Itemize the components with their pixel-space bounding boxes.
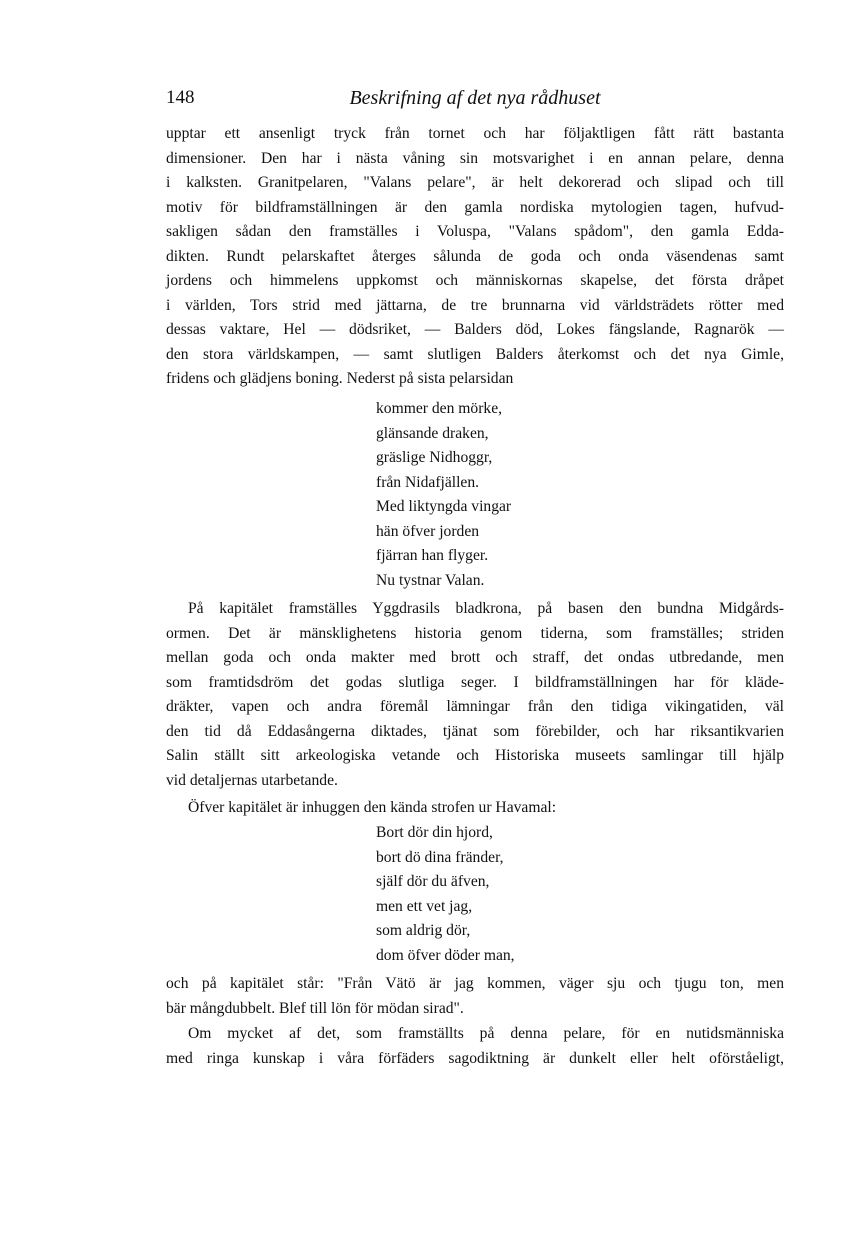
paragraph-kapitalet xyxy=(166,597,784,793)
paragraph-havamal-intro xyxy=(166,796,784,821)
paragraph-inscription xyxy=(166,972,784,1021)
poem-verse: bort dö dina fränder, xyxy=(376,848,504,866)
poem-verse: men ett vet jag, xyxy=(376,897,473,915)
poem-verse: från Nidafjällen. xyxy=(376,473,480,491)
text-line: Salin ställt sitt arkeologiska vetande och Historiska museets samlingar till hjälp xyxy=(166,747,784,764)
poem-havamal xyxy=(376,821,515,968)
text-line: jordens och himmelens uppkomst och människornas skapelse, det första dråpet xyxy=(166,272,784,289)
text-line: i världen, Tors strid med jättarna, de tre brunnarna vid världsträdets rötter med xyxy=(166,296,784,314)
text-line: upptar ett ansenligt tryck från tornet och har följaktligen fått rätt bastanta xyxy=(166,125,784,142)
poem-verse: Med liktyngda vingar xyxy=(376,498,512,515)
text-line: dessas vaktare, Hel — dödsriket, — Balders död, Lokes fängslande, Ragnarök — xyxy=(166,321,784,338)
text-line: bär mångdubbelt. Blef till lön för mödan sirad". xyxy=(166,999,464,1017)
text-line: På kapitälet framställes Yggdrasils bladkrona, på basen den bundna Midgårds- xyxy=(188,600,784,617)
poem-verse: Bort dör din hjord, xyxy=(376,824,493,841)
text-line: dikten. Rundt pelarskaftet återges sålunda de goda och onda väsendenas samt xyxy=(166,247,784,265)
text-line: fridens och glädjens boning. Nederst på sista pelarsidan xyxy=(166,370,514,387)
running-title: Beskrifning af det nya rådhuset xyxy=(349,87,601,109)
page-number: 148 xyxy=(166,87,195,108)
text-line: dimensioner. Den har i nästa våning sin motsvarighet i en annan pelare, denna xyxy=(166,149,784,167)
text-line: med ringa kunskap i våra förfäders sagodiktning är dunkelt eller helt oförståeligt, xyxy=(166,1049,784,1067)
poem-verse: dom öfver döder man, xyxy=(376,946,515,964)
text-line: den stora världskampen, — samt slutligen Balders återkomst och det nya Gimle, xyxy=(166,345,784,363)
poem-verse: kommer den mörke, xyxy=(376,400,503,417)
poem-verse: glänsande draken, xyxy=(376,424,489,442)
poem-verse: hän öfver jorden xyxy=(376,522,480,540)
text-line: vid detaljernas utarbetande. xyxy=(166,771,338,789)
text-line: ormen. Det är mänsklighetens historia genom tiderna, som framställes; striden xyxy=(166,624,784,642)
text-line: Öfver kapitälet är inhuggen den kända strofen ur Havamal: xyxy=(188,799,557,816)
text-line: sakligen sådan den framställes i Voluspa, "Valans spådom", den gamla Edda- xyxy=(166,223,784,240)
poem-verse: själf dör du äfven, xyxy=(376,873,490,890)
poem-verse: som aldrig dör, xyxy=(376,922,471,939)
text-line: och på kapitälet står: "Från Vätö är jag kommen, väger sju och tjugu ton, men xyxy=(166,975,784,992)
page-header xyxy=(166,86,784,114)
text-line: mellan goda och onda makter med brott och straff, det ondas utbredande, men xyxy=(166,649,784,666)
text-line: som framtidsdröm det godas slutliga seger. I bildframställningen har för kläde- xyxy=(166,673,784,691)
paragraph-valans-pelare xyxy=(166,122,784,392)
poem-verse: gräslige Nidhoggr, xyxy=(376,449,493,466)
poem-nidhoggr xyxy=(376,397,511,593)
poem-verse: fjärran han flyger. xyxy=(376,547,489,564)
text-line: Om mycket af det, som framställts på denna pelare, för en nutidsmänniska xyxy=(188,1025,784,1042)
paragraph-closing xyxy=(166,1022,784,1071)
text-line: motiv för bildframställningen är den gamla nordiska mytologien tagen, hufvud- xyxy=(166,198,784,216)
text-line: i kalksten. Granitpelaren, "Valans pelare", är helt dekorerad och slipad och till xyxy=(166,174,784,191)
text-line: dräkter, vapen och andra föremål lämningar från den tidiga vikingatiden, väl xyxy=(166,698,784,715)
text-line: den tid då Eddasångerna diktades, tjänat som förebilder, och har riksantikvarien xyxy=(166,722,784,740)
poem-verse: Nu tystnar Valan. xyxy=(376,571,485,589)
